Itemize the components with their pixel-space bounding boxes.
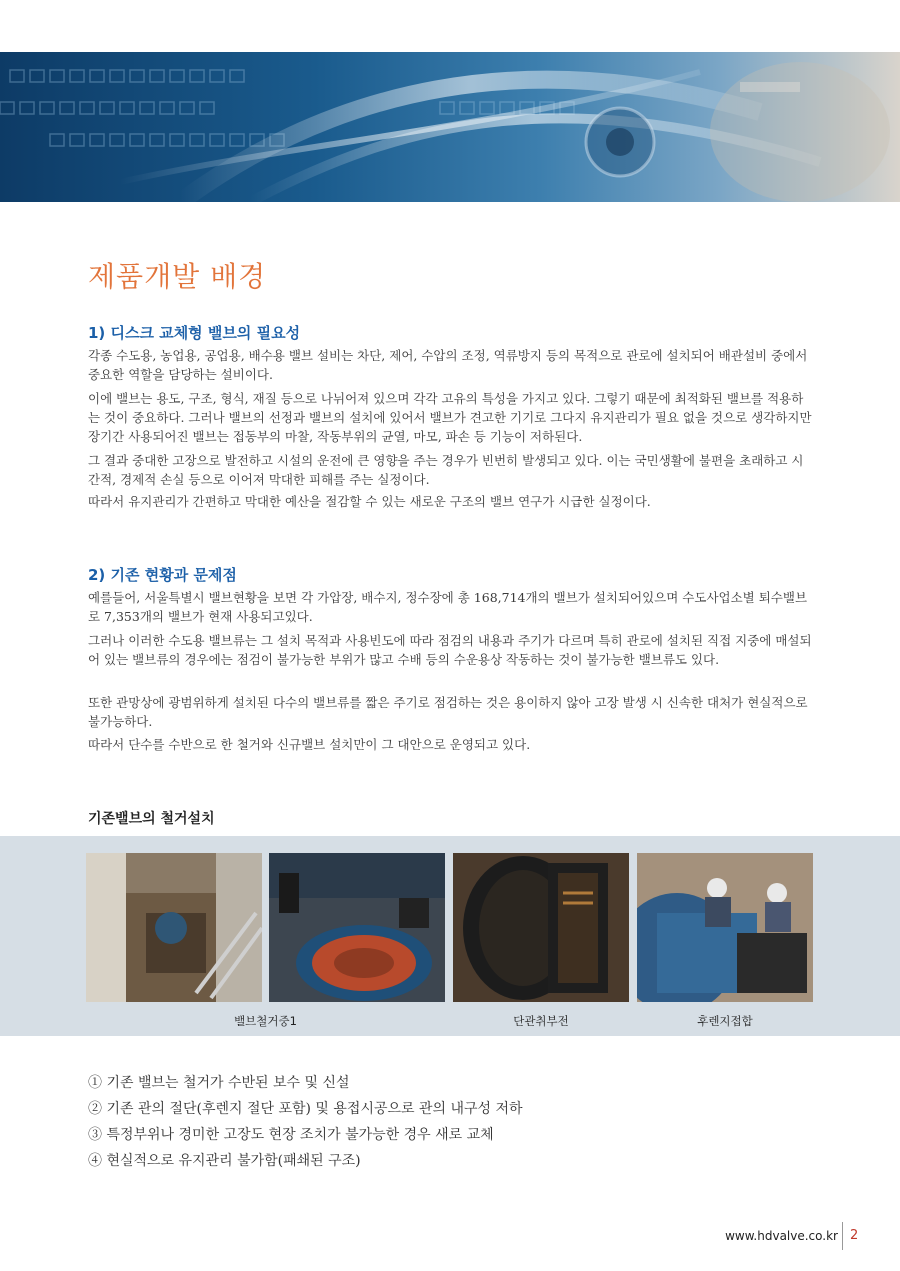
section-heading-necessity: 1) 디스크 교체형 밸브의 필요성 xyxy=(88,324,301,342)
footer-divider xyxy=(842,1222,843,1250)
paragraph: 그러나 이러한 수도용 밸브류는 그 설치 목적과 사용빈도에 따라 점검의 내용과 주기가 다르며 특히 관로에 설치된 직접 지중에 매설되어 있는 밸브류의 경우에는 점검이 불가능한 부위가 많고 수배 등의 수운용상 작동하는 것이 불가능한 밸브류도 있다. xyxy=(88,633,812,667)
photo-flange-joining xyxy=(637,853,813,1002)
footer-website-link[interactable]: www.hdvalve.co.kr xyxy=(725,1229,838,1243)
note-item: ② 기존 관의 절단(후렌지 절단 포함) 및 용접시공으로 관의 내구성 저하 xyxy=(88,1101,523,1117)
photo-valve-removal-2 xyxy=(269,853,445,1002)
page-number: 2 xyxy=(850,1228,859,1243)
photo-caption: 후렌지접합 xyxy=(697,1014,753,1028)
page-title: 제품개발 배경 xyxy=(88,260,267,293)
photo-before-pipe-mounting xyxy=(453,853,629,1002)
section-heading-current-status: 2) 기존 현황과 문제점 xyxy=(88,566,237,584)
note-item: ④ 현실적으로 유지관리 불가함(패쇄된 구조) xyxy=(88,1153,361,1169)
photo-section-heading: 기존밸브의 철거설치 xyxy=(88,811,215,827)
paragraph: 그 결과 중대한 고장으로 발전하고 시설의 운전에 큰 영향을 주는 경우가 빈번히 발생되고 있다. 이는 국민생활에 불편을 초래하고 시간적, 경제적 손실 등으로 이어져 막대한 피해를 주는 실정이다. xyxy=(88,453,804,487)
paragraph: 따라서 유지관리가 간편하고 막대한 예산을 절감할 수 있는 새로운 구조의 밸브 연구가 시급한 실정이다. xyxy=(88,494,651,509)
paragraph: 또한 관망상에 광범위하게 설치된 다수의 밸브류를 짧은 주기로 점검하는 것은 용이하지 않아 고장 발생 시 신속한 대처가 현실적으로 불가능하다. xyxy=(88,695,808,729)
header-banner-image xyxy=(0,52,900,202)
paragraph: 각종 수도용, 농업용, 공업용, 배수용 밸브 설비는 차단, 제어, 수압의 조정, 역류방지 등의 목적으로 관로에 설치되어 배관설비 중에서 중요한 역할을 담당하는 설비이다. xyxy=(88,348,808,382)
photo-caption: 단관취부전 xyxy=(513,1014,569,1028)
paragraph: 예를들어, 서울특별시 밸브현황을 보면 각 가압장, 배수지, 정수장에 총 168,714개의 밸브가 설치되어있으며 수도사업소별 퇴수밸브로 7,353개의 밸브가 현재 사용되고있다. xyxy=(88,590,808,624)
photo-caption: 밸브철거중1 xyxy=(234,1014,297,1028)
note-item: ① 기존 밸브는 철거가 수반된 보수 및 신설 xyxy=(88,1075,350,1091)
note-item: ③ 특정부위나 경미한 고장도 현장 조치가 불가능한 경우 새로 교체 xyxy=(88,1127,494,1143)
photo-valve-removal xyxy=(86,853,262,1002)
paragraph: 따라서 단수를 수반으로 한 철거와 신규밸브 설치만이 그 대안으로 운영되고 있다. xyxy=(88,737,531,752)
paragraph: 이에 밸브는 용도, 구조, 형식, 재질 등으로 나뉘어져 있으며 각각 고유의 특성을 가지고 있다. 그렇기 때문에 최적화된 밸브를 적용하는 것이 중요하다. 그러나 밸브의 선정과 밸브의 설치에 있어서 밸브가 견고한 기기로 그다지 유지관리가 필요 없을 것으로 생각하지만 장기간 사용되어진 밸브는 접동부의 마찰, 작동부위의 균열, 마모, 파손 등 기능이 저하된다. xyxy=(88,391,812,444)
